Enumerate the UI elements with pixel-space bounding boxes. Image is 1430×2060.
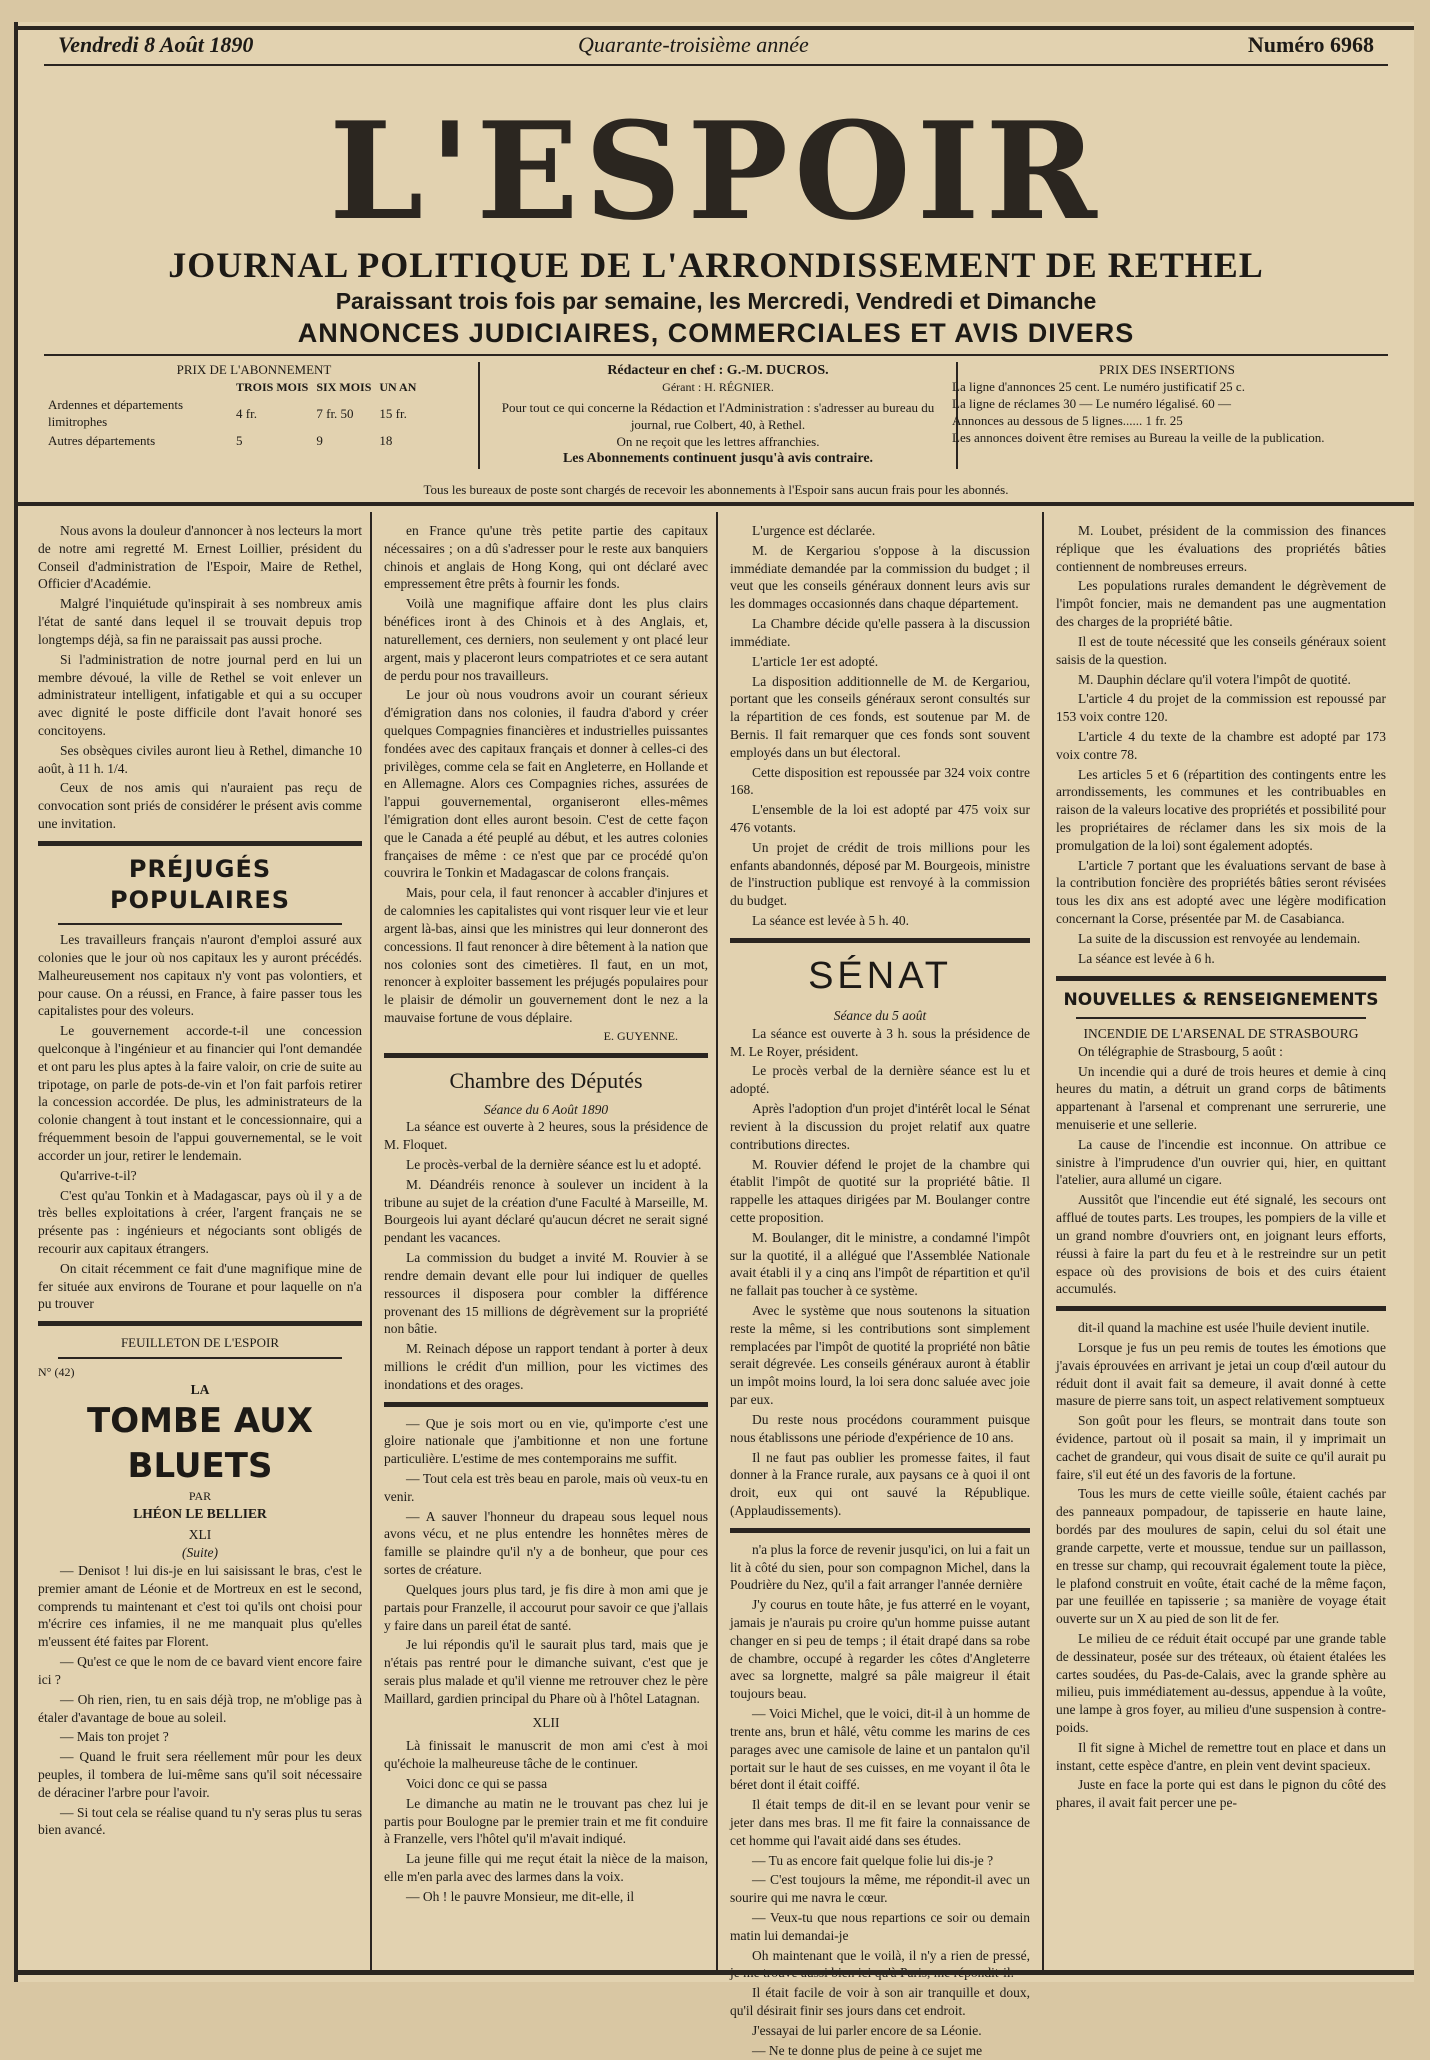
section-rule [1076,1017,1366,1019]
table-row [44,432,420,451]
obituary-paragraph: Ses obsèques civiles auront lieu à Rethel, dimanche 10 août, à 11 h. 1/4. [38,742,362,776]
section-rule [1056,1306,1386,1311]
article-paragraph: Le procès-verbal de la dernière séance est lu et adopté. [406,1157,702,1173]
columns-top-rule [18,502,1414,506]
article-paragraph: M. de Kergariou s'oppose à la discussion immédiate demandée par la commission du budget ; il veut que les conseils généraux donnent leurs avis sur les dommages occasionnés dans chaque département. [730,542,1030,612]
article-paragraph: M. Reinach dépose un rapport tendant à porter à deux millions le crédit d'un million, pour les victimes des inondations et des orages. [384,1341,708,1392]
editorial-letters: On ne reçoit que les lettres affranchies. [616,433,820,449]
article-paragraph: Aussitôt que l'incendie eut été signalé, les secours ont afflué de toutes parts. Les troupes, les pompiers de la ville et un grand nombre d'ouvriers ont, en joignant leurs efforts, réussi à faire la part du feu et à le restreindre sur un petit espace où des provisions de bois et des cuirs étaient accumulés. [1056,1192,1386,1297]
novel-paragraph: Là finissait le manuscrit de mon ami c'est à moi qu'échoie la malheureuse tâche de le continuer. [384,1738,708,1772]
newspaper-page [14,22,1414,2058]
article-paragraph: L'ensemble de la loi est adopté par 475 voix sur 476 votants. [730,802,1030,835]
novel-par: PAR [188,1488,212,1503]
column-divider [370,512,372,1972]
price-cell: 7 fr. 50 [316,405,354,421]
novel-paragraph: n'a plus la force de revenir jusqu'ici, on lui a fait un lit à côté du sien, pour son compagnon Michel, dans la Poudrière du Nez, qu'il a fait arranger l'année dernière [730,1541,1030,1593]
masthead-rule [44,354,1388,356]
article-paragraph: La séance est ouverte à 2 heures, sous la présidence de M. Floquet. [384,1119,708,1153]
editor-manager: Gérant : H. RÉGNIER. [662,380,774,395]
novel-paragraph: Juste en face la porte qui est dans le pignon du côté des phares, il avait fait percer une pe- [1056,1777,1386,1811]
top-border [18,26,1414,30]
article-paragraph: L'article 4 du projet de la commission est repoussé par 153 voix contre 120. [1056,691,1386,725]
column-divider [1042,512,1044,1972]
novel-paragraph: — Qu'est ce que le nom de ce bavard vient encore faire ici ? [38,1654,362,1687]
article-paragraph: C'est qu'au Tonkin et à Madagascar, pays où il y a de très belles exploitations à créer, l'argent français ne se présente pas : ingénieurs et négociants sont obligés de recourir aux capitaux étrangers. [38,1187,362,1256]
article-paragraph: Les articles 5 et 6 (répartition des contingents entre les arrondissements, les communes et les contribuables en raison de la valeurs locative des propriétés et possibilité pour les propriétaires de réclamer dans les six mois de la promulgation de la loi) sont également adoptés. [1056,766,1386,853]
article-paragraph: L'article 1er est adopté. [752,653,879,669]
article-paragraph: M. Déandréis renonce à soulever un incident à la tribune au sujet de la création d'une Faculté à Marseille, M. Bourgeois lui ayant déclaré qu'aucun décret ne serait signé pendant les vacances. [384,1176,708,1246]
novel-paragraph: — Oh ! le pauvre Monsieur, me dit-elle, il [406,1888,635,1904]
article-paragraph: L'article 4 du texte de la chambre est adopté par 173 voix contre 78. [1056,728,1386,762]
editor-chief: Rédacteur en chef : G.-M. DUCROS. [607,363,829,378]
feuilleton-number: N° (42) [38,1365,75,1380]
col-trois-mois: TROIS MOIS [236,379,309,394]
article-paragraph: Le procès verbal de la dernière séance est lu et adopté. [730,1063,1030,1097]
article-paragraph: L'article 7 portant que les évaluations servant de base à la contribution foncière des propriétés bâties seront révisées tous les dix ans est adopté avec une légère modification concernant la Corse, présentée par M. de Casabianca. [1056,857,1386,927]
subscription-table [44,379,420,451]
article-paragraph: Avec le système que nous soutenons la situation reste la même, si les contributions sont simplement remplacées par l'impôt de quotité la propriété non bâtie serait dégrevée. Les conseils généraux auront à établir un impôt moins lourd, la loi sera donc saluée avec joie par eux. [730,1303,1030,1408]
article-paragraph: Les populations rurales demandent le dégrèvement de l'impôt foncier, mais ne demandent pas une augmentation des charges de la propriété bâtie. [1056,578,1386,630]
article-paragraph: M. Boulanger, dit le ministre, a condamné l'impôt sur la quotité, il a allégué que l'Assemblée Nationale avait établi il y a cinq ans l'impôt de répartition et qu'il ne fallait pas toucher à ce système. [730,1229,1030,1299]
editorial-box [478,362,958,469]
post-note: Tous les bureaux de poste sont chargés de recevoir les abonnements à l'Espoir sans aucun frais pour les abonnés. [423,482,1009,497]
fire-heading: INCENDIE DE L'ARSENAL DE STRASBOURG [1083,1025,1359,1041]
masthead-subtitle: JOURNAL POLITIQUE DE L'ARRONDISSEMENT DE RETHEL [168,245,1264,285]
section-rule [384,1053,708,1058]
novel-paragraph: — Ne te donne plus de peine à ce sujet me [752,2042,983,2058]
section-rule [38,841,362,846]
novel-paragraph: — A sauver l'honneur du drapeau sous lequel nous avons vécu, et ne plus entendre les honnêtes mères de famille se plaindre qu'il n'y a de bonheur, que pour ces sortes de créature. [384,1508,708,1578]
novel-paragraph: — Veux-tu que nous repartions ce soir ou demain matin lui demandai-je [730,1910,1030,1943]
article-paragraph: Après l'adoption d'un projet d'intérêt local le Sénat revient à la discussion du projet relatif aux quatre contributions directes. [730,1101,1030,1152]
masthead-title: L'ESPOIR [329,92,1103,250]
subscription-title: PRIX DE L'ABONNEMENT [176,362,332,377]
prejuges-heading: PRÉJUGÉS POPULAIRES [109,854,291,915]
editorial-note: Pour tout ce qui concerne la Rédaction et l'Administration : s'adresser au bureau du journal, rue Colbert, 40, à Rethel. [501,399,935,432]
article-paragraph: M. Dauphin déclare qu'il votera l'impôt de quotité. [1078,671,1351,687]
article-paragraph: Un incendie qui a duré de trois heures et demie à cinq heures du matin, a détruit un grand corps de bâtiments appartenant à l'arsenal et comprenant une serrurerie, une menuiserie et une sellerie. [1056,1063,1386,1132]
article-paragraph: Il est de toute nécessité que les conseils généraux soient saisis de la question. [1056,633,1386,667]
novel-paragraph: Lorsque je fus un peu remis de toutes les émotions que j'avais éprouvées en arrivant je jetai un coup d'œil autour du réduit dont il avait fait sa demeure, il avait donné à cette masure de pierre sans toit, un aspect relativement somptueux [1056,1339,1386,1409]
chambre-heading: Chambre des Députés [449,1067,643,1093]
column-4 [1056,522,1386,1952]
article-paragraph: On citait récemment ce fait d'une magnifique mine de fer située aux environs de Tourane et pour laquelle on n'a pu trouver [38,1260,362,1312]
novel-paragraph: — Quand le fruit sera réellement mûr pour les deux peuples, il tombera de lui-même sans qu'il soit nécessaire de déraciner l'arbre pour l'avoir. [38,1749,362,1800]
feuilleton-heading: FEUILLETON DE L'ESPOIR [120,1335,280,1351]
column-divider [716,512,718,1972]
novel-paragraph: Il était facile de voir à son air tranquille et doux, qu'il désirait finir ses jours dans cet endroit. [730,1985,1030,2019]
article-paragraph: Il ne faut pas oublier les promesse faites, il faut donner à la France rurale, aux paysans ce à quoi il ont droit, eux qui ont sauvé la République. (Applaudissements). [730,1449,1030,1518]
article-paragraph: La séance est levée à 6 h. [1078,950,1215,966]
novel-paragraph: — Denisot ! lui dis-je en lui saisissant le bras, c'est le premier amant de Léonie et de Mortreux en est le second, comprends tu maintenant et c'est toi qu'ils ont choisi pour m'écrire ces infamies, il ne me manquait plus qu'elles m'eussent été faites par Florent. [38,1563,362,1650]
article-paragraph: M. Loubet, président de la commission des finances réplique que les évaluations des propriétés bâties contiennent de nombreuses erreurs. [1056,523,1386,574]
section-rule [58,923,342,925]
obituary-paragraph: Ceux de nos amis qui n'auraient pas reçu de convocation sont priés de considérer le présent avis comme une invitation. [38,780,362,831]
table-row [44,396,420,432]
novel-paragraph: Je lui répondis qu'il le saurait plus tard, mais que je n'étais pas rentré pour le dimanche suivant, c'est que je serais plus malade et qu'il vienne me retrouver chez le père Maillard, gardien principal du Phare où à l'hôtel Latagnan. [384,1637,708,1706]
bottom-border [18,1970,1414,1975]
chapter-suite: (Suite) [182,1545,218,1561]
section-rule [730,1528,1030,1533]
novel-paragraph: Son goût pour les fleurs, se montrait dans toute son évidence, partout où il posait sa main, il y imprimait un cachet de grandeur, qui vous disait de suite ce qu'il aurait pu faire, s'il eut été un des favoris de la fortune. [1056,1413,1386,1482]
insertions-line: Annonces au dessous de 5 lignes...... 1 fr. 25 [952,412,1183,428]
senat-date: Séance du 5 août [833,1008,927,1024]
novel-paragraph: Il était temps de dit-il en se levant pour venir se jeter dans mes bras. Il me fit faire la connaissance de cet homme qui l'avait aidé dans ses études. [730,1797,1030,1848]
insertions-box [952,362,1382,446]
article-paragraph: Voilà une magnifique affaire dont les plus clairs bénéfices iront à des Chinois et à des Anglais, et, naturellement, ces derniers, non seulement y ont placé leur argent, mais y placeront leurs compatriotes et ce sera autant de perdu pour nos travailleurs. [384,596,708,683]
article-paragraph: La séance est ouverte à 3 h. sous la présidence de M. Le Royer, président. [730,1025,1030,1059]
article-paragraph: La séance est levée à 5 h. 40. [752,913,910,929]
row-label: Ardennes et départements limitrophes [48,397,184,430]
novel-paragraph: J'essayai de lui parler encore de sa Léonie. [752,2022,982,2038]
novel-paragraph: Oh maintenant que le voilà, il n'y a rien de pressé, [752,1947,1030,1963]
novel-paragraph: — Mais ton projet ? [60,1729,169,1745]
column-3 [730,522,1030,2058]
article-paragraph: La cause de l'incendie est inconnue. On attribue ce sinistre à l'imprudence d'un ouvrier qui, hier, en quittant l'atelier, aura allumé un cigare. [1056,1136,1386,1188]
obituary-paragraph: Nous avons la douleur d'annoncer à nos lecteurs la mort de notre ami regretté M. Ernest Loillier, président du Conseil d'administration de l'Espoir, Maire de Rethel, Officier d'Académie. [38,523,362,592]
section-rule [730,938,1030,943]
article-paragraph: La Chambre décide qu'elle passera à la discussion immédiate. [730,616,1030,649]
obituary-paragraph: Malgré l'inquiétude qu'inspirait à ses nombreux amis l'état de santé dans lequel il se trouvait depuis trop longtemps déjà, sa fin ne paraissait pas aussi proche. [38,596,362,647]
novel-paragraph: — Tout cela est très beau en parole, mais où veux-tu en venir. [384,1471,708,1504]
column-1 [38,522,362,1952]
article-paragraph: La disposition additionnelle de M. de Kergariou, portant que les conseils généraux seront consultés sur la répartition de ces fonds, est soutenue par M. de Bernis. Il fait remarquer que ces fonds sont souvent employés dans un but électoral. [730,673,1030,760]
article-paragraph: Les travailleurs français n'auront d'emploi assuré aux colonies que le jour où nos capitaux les y auront précédés. Malheureusement nos capitaux n'y vont pas volontiers, et pour cause. On a réussi, en France, à faire passer tous les capitalistes pour des voleurs. [38,932,362,1019]
price-cell: 5 [236,433,243,449]
novel-paragraph: — Que je sois mort ou en vie, qu'importe c'est une gloire nationale que j'ambitionne et non une fortune particulière. L'estime de mes contemporains me suffit. [384,1415,708,1467]
novel-paragraph: La jeune fille qui me reçut était la nièce de la maison, elle m'en parla avec des larmes dans la voix. [384,1851,708,1885]
novel-paragraph: — Oh rien, rien, tu en sais déjà trop, ne m'oblige pas à étaler d'avantage de boue au soleil. [38,1691,362,1725]
section-rule [1056,976,1386,981]
header-rule [44,64,1388,66]
section-rule [384,1402,708,1407]
issue-number: Numéro 6968 [1247,32,1374,57]
section-rule [58,1357,342,1359]
col-un-an: UN AN [379,379,417,394]
obituary-paragraph: Si l'administration de notre journal perd en lui un membre dévoué, la ville de Rethel se voit enlever un administrateur intelligent, infatigable et qui a su occuper avec dignité le poste difficile dont l'avait honoré ses concitoyens. [38,651,362,738]
novel-author: LHÉON LE BELLIER [133,1505,267,1521]
novel-paragraph: Il fit signe à Michel de remettre tout en place et dans un instant, cette espèce d'antre, en plein vent devint spacieux. [1056,1739,1386,1773]
senat-heading: SÉNAT [808,954,952,997]
novel-paragraph: Le milieu de ce réduit était occupé par une grande table de dessinateur, posée sur des tréteaux, où étaient étalées les cartes soudées, du Pas-de-Calais, avec la grande sphère au milieu, puis immédiatement au-dessus, appendue à la voûte, une lampe à gros foyer, au milieu d'une suspension à contre-poids. [1056,1630,1386,1735]
article-paragraph: Qu'arrive-t-il? [60,1167,137,1183]
chapter-number: XLII [532,1714,560,1730]
issue-date: Vendredi 8 Août 1890 [58,32,254,57]
price-cell: 15 fr. [379,405,407,421]
price-cell: 4 fr. [236,405,257,421]
novel-paragraph: Voici donc ce qui se passa [406,1776,548,1792]
row-label: Autres départements [48,433,156,449]
chambre-date: Séance du 6 Août 1890 [483,1101,609,1117]
article-paragraph: Le gouvernement accorde-t-il une concession quelconque à l'ingénieur et au financier qui l'ont demandée et ont paru les plus aptes à la faire valoir, on crie de suite au tripotage, on parle de pots-de-vin et l'on fait parfois retirer la concession accordée. De plus, les administrateurs de la colonie changent à tout instant et le concessionnaire, qui a fréquemment besoin de l'appui gouvernemental, se le voit accorder un jour, retirer le lendemain. [38,1023,362,1163]
masthead-frequency: Paraissant trois fois par semaine, les Mercredi, Vendredi et Dimanche [335,288,1097,314]
masthead-announces: ANNONCES JUDICIAIRES, COMMERCIALES ET AVIS DIVERS [297,318,1135,348]
column-2 [384,522,708,1952]
novel-paragraph: Quelques jours plus tard, je fis dire à mon ami que je partais pour Franzelle, il accourut pour savoir ce que j'allais y faire dans un pareil état de santé. [384,1581,708,1633]
article-paragraph: La commission du budget a invité M. Rouvier à se rendre demain devant elle pour lui indiquer de quelles ressources il disposera pour combler la différence provenant des 15 millions de dégrèvement sur la propriété non bâtie. [384,1250,708,1337]
col-six-mois: SIX MOIS [316,379,372,394]
chapter-number: XLI [188,1527,212,1543]
article-signature: E. GUYENNE. [603,1028,678,1043]
article-paragraph: Du reste nous procédons couramment puisque nous établissons une période d'expérience de 10 ans. [730,1411,1030,1445]
article-paragraph: M. Rouvier défend le projet de la chambre qui établit l'impôt de quotité sur la propriété bâtie. Il rappelle les attaques dirigées par M. Boulanger contre cette proposition. [730,1156,1030,1225]
article-paragraph: en France qu'une très petite partie des capitaux nécessaires ; on a dû s'adresser pour le reste aux banquiers chinois et anglais de Hong Kong, qui ont déclaré avec empressement être prêts à fournir les fonds. [384,523,708,592]
news-heading: NOUVELLES & RENSEIGNEMENTS [1063,989,1379,1010]
section-rule [38,1321,362,1326]
novel-title-la: LA [190,1382,210,1398]
price-cell: 18 [379,433,393,449]
insertions-line: La ligne de réclames 30 — Le numéro légalisé. 60 — [952,395,1232,411]
article-paragraph: Un projet de crédit de trois millions pour les enfants abandonnés, déposé par M. Bourgeois, ministre de l'instruction publique est renvoyé à la commission du budget. [730,839,1030,909]
novel-paragraph: Le dimanche au matin ne le trouvant pas chez lui je partis pour Boulogne par le premier train et me fit conduire à Franzelle, vers l'hôtel qu'il m'avait indiqué. [384,1795,708,1847]
editorial-continue: Les Abonnements continuent jusqu'à avis contraire. [562,451,874,467]
novel-paragraph: Tous les murs de cette vieille soûle, étaient cachés par des panneaux pompadour, de tapisserie en haute laine, bordés par des moulures de sapin, celui du sol était une grande carpette, verte et moussue, tendue sur un paillasson, en tresse sur champ, qui recouvrait également toute la pièce, le plafond construit en voûte, était caché de la même façon, par une feuillée en tapisserie ; sa manière de voyage était ouverte sur un X au pied de son lit de fer. [1056,1486,1386,1627]
issue-year: Quarante-troisième année [578,32,809,57]
novel-paragraph: J'y courus en toute hâte, je fus atterré en le voyant, jamais je n'aurais pu croire qu'un homme puisse autant changer en si peu de temps ; il était drapé dans sa robe de chambre, occupé à regarder les côtes d'Angleterre avec sa lorgnette, malgré sa pâle maigreur il était toujours beau. [730,1597,1030,1702]
novel-paragraph: — Voici Michel, que le voici, dit-il à un homme de trente ans, brun et hâlé, vêtu comme les marins de ces parages avec une camisole de laine et un pantalon qu'il portait sur le haut de ses cuisses, en me voyant il ôta le béret dont il était coiffé. [730,1706,1030,1793]
novel-paragraph: — Tu as encore fait quelque folie lui dis-je ? [752,1852,994,1868]
insertions-line: Les annonces doivent être remises au Bureau la veille de la publication. [952,429,1325,445]
fire-dateline: On télégraphie de Strasbourg, 5 août : [1078,1043,1283,1059]
insertions-line: La ligne d'annonces 25 cent. Le numéro justificatif 25 c. [952,378,1245,394]
article-paragraph: La suite de la discussion est renvoyée au lendemain. [1078,930,1361,946]
novel-paragraph: — Si tout cela se réalise quand tu n'y seras plus tu seras bien avancé. [38,1804,362,1838]
price-cell: 9 [316,433,323,449]
novel-paragraph: — C'est toujours la même, me répondit-il avec un sourire qui me navra le cœur. [730,1872,1030,1906]
article-paragraph: Mais, pour cela, il faut renoncer à accabler d'injures et de calomnies les capitalistes qui vont risquer leur vie et leur argent là-bas, ainsi que les ministres qui leur donneront des concessions. Il faut renoncer à dire bêtement à la nation que nos colonies sont des cimetières. Il faut, en un mot, renoncer à exploiter bassement les préjugés populaires pour le plaisir de démolir un gouvernement dont le nez a la mauvaise fortune de vous déplaire. [384,885,708,1025]
article-paragraph: Cette disposition est repoussée par 324 voix contre 168. [730,764,1030,798]
insertions-title: PRIX DES INSERTIONS [1099,362,1235,377]
article-paragraph: Le jour où nous voudrons avoir un courant sérieux d'émigration dans nos colonies, il faudra d'abord y créer quelques Compagnies financières et industrielles puissantes fondées avec des capitaux français et donner à celles-ci des privilèges, comme cela se fait en Angleterre, en Hollande et en Allemagne. Alors ces Compagnies riches, assurées de l'appui gouvernemental, organiseront elles-mêmes l'émigration dont elles auront besoin. C'est de cette façon que le Canada a été peuplé au début, et les autres colonies françaises de même : ce n'est que par ce procédé qu'on couvrira le Tonkin et Madagascar de colons français. [384,687,708,881]
subscription-box [44,362,464,451]
novel-title: TOMBE AUX BLUETS [87,1401,313,1486]
article-paragraph: L'urgence est déclarée. [752,523,876,538]
novel-paragraph: dit-il quand la machine est usée l'huile devient inutile. [1078,1320,1370,1336]
